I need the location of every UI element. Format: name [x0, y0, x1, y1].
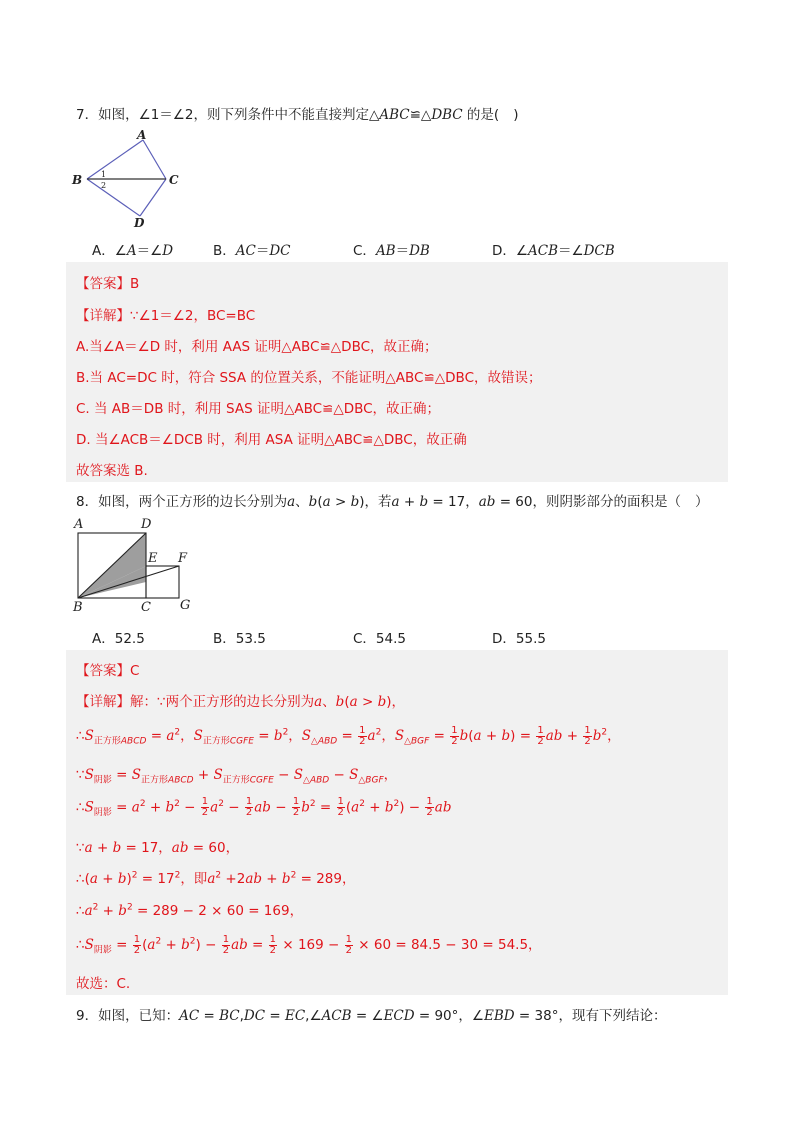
q8-option-c[interactable]: C．54.5: [353, 631, 406, 647]
label-d: D: [141, 517, 152, 532]
label-g: G: [180, 598, 191, 613]
q8-option-a[interactable]: A．52.5: [92, 631, 145, 647]
q7-detail-0: 【详解】∵∠1＝∠2，BC=BC: [76, 308, 256, 324]
q8-line-1: $\because S_{阴影} = S_{正方形ABCD} + S_{正方形CGFE} - S_{\triangle ABD} - S_{\triangle BGF}$，: [76, 767, 398, 786]
q7-detail-2: B.当 AC=DC 时，符合 SSA 的位置关系，不能证明△ABC≌△DBC，故错误；: [76, 370, 542, 386]
q8-answer: 【答案】C: [76, 663, 140, 679]
q8-line-0: $\therefore S_{正方形ABCD} = a^2$，$S_{正方形CGFE} = b^2$，$S_{\triangle ABD}$ = $\frac{1}{2}$ $a^2$，$S_{\triangle BGF}$ = $\frac{1}{2}$ b(a + b) = $\frac{1}{2}$ ab + $\frac{1}{2}$ $b^2$，: [76, 724, 621, 747]
label-b: B: [72, 173, 83, 187]
q9-stem: 9．如图，已知：AC = BC,DC = EC,∠ACB = ∠ECD = 90°，∠EBD = 38°，现有下列结论：: [76, 1008, 667, 1024]
q8-line-7: 故选：C.: [76, 976, 131, 992]
q7-detail-5: 故答案选 B.: [76, 463, 148, 479]
q7-figure: [70, 128, 190, 230]
label-f: F: [178, 551, 188, 566]
q7-option-a[interactable]: A．∠A＝∠D: [92, 243, 174, 259]
q8-line-6: $\therefore S_{阴影}$ = $\frac{1}{2}$ $(a^2 + b^2)$ − $\frac{1}{2}$ ab = $\frac{1}{2}$ × 169 − $\frac{1}{2}$ × 60 = 84.5 − 30 = 54.5，: [76, 933, 542, 956]
label-a: A: [74, 517, 84, 532]
label-e: E: [148, 551, 158, 566]
q7-detail-4: D. 当∠ACB＝∠DCB 时，利用 ASA 证明△ABC≌△DBC，故正确: [76, 432, 467, 448]
label-d: D: [134, 216, 145, 230]
q7-detail-1: A.当∠A＝∠D 时，利用 AAS 证明△ABC≌△DBC，故正确；: [76, 339, 438, 355]
q8-line-4: ∴(a + $b)^2 = 17^2$，即$a^2 +2ab + b^2 = 289$，: [76, 870, 356, 887]
q7-option-d[interactable]: D．∠ACB＝∠DCB: [492, 243, 615, 259]
q8-detail-intro: 【详解】解：∵两个正方形的边长分别为a、b(a > b)，: [76, 694, 405, 710]
label-b: B: [73, 600, 83, 615]
line-ac: [143, 140, 166, 179]
label-c: C: [169, 173, 179, 187]
label-a: A: [137, 128, 147, 142]
q7-option-c[interactable]: C．AB＝DB: [353, 243, 430, 259]
q7-stem: 7．如图，∠1＝∠2，则下列条件中不能直接判定△ABC≌△DBC 的是( ): [76, 107, 519, 123]
line-dc: [140, 179, 166, 216]
line-ab: [87, 140, 143, 179]
label-c: C: [141, 600, 151, 615]
q8-option-b[interactable]: B．53.5: [213, 631, 266, 647]
q8-line-2: $\therefore S_{阴影} = a^2 + b^2$ − $\frac{1}{2}$ $a^2$ − $\frac{1}{2}$ ab − $\frac{1}{2}$ $b^2$ = $\frac{1}{2}$ $(a^2 + b^2)$ − $\frac{1}{2}$ ab: [76, 796, 452, 819]
q8-line-5: $\therefore a^2 + b^2 = 289 - 2 \times 60 = 169$，: [76, 902, 304, 919]
q7-option-b[interactable]: B．AC＝DC: [213, 243, 291, 259]
q7-detail-3: C. 当 AB＝DB 时，利用 SAS 证明△ABC≌△DBC，故正确；: [76, 401, 441, 417]
label-1: 1: [101, 170, 107, 179]
label-2: 2: [101, 181, 107, 190]
q7-answer: 【答案】B: [76, 276, 140, 292]
q8-figure: [70, 514, 200, 616]
q8-option-d[interactable]: D．55.5: [492, 631, 546, 647]
q8-line-3: ∵a + b = 17，ab = 60，: [76, 840, 240, 856]
q8-stem: 8．如图，两个正方形的边长分别为a、b(a > b)，若a + b = 17，ab = 60，则阴影部分的面积是（ ）: [76, 494, 709, 510]
line-bd: [87, 179, 140, 216]
